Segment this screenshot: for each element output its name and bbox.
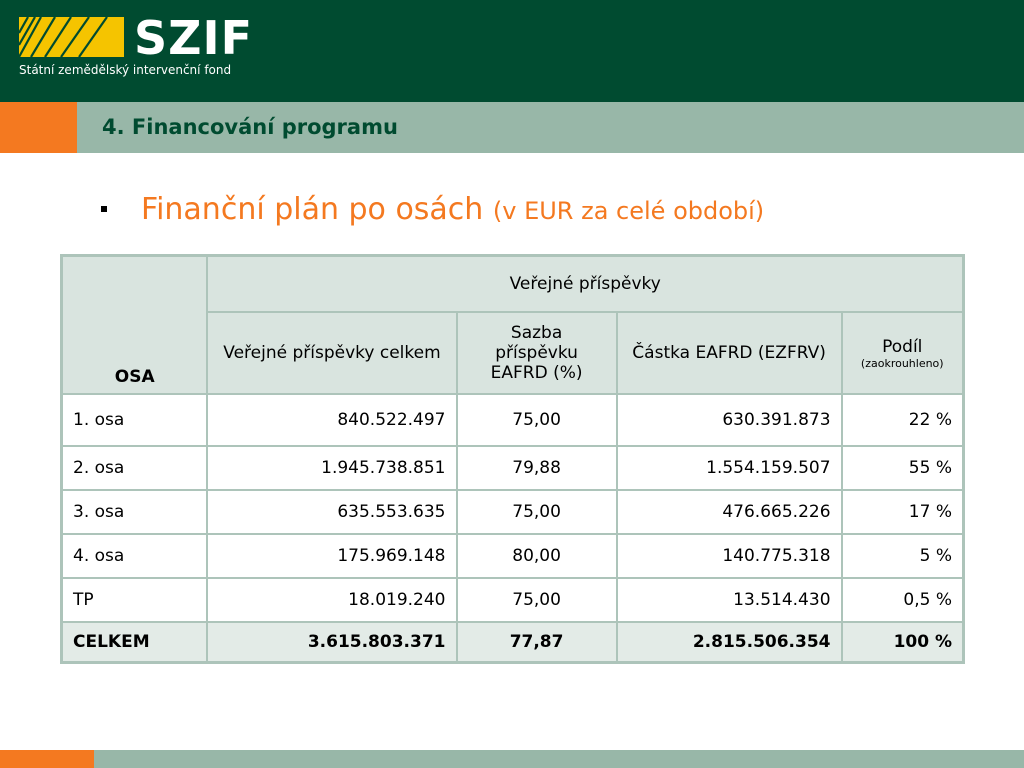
financial-plan-table xyxy=(60,254,965,664)
total-cell: 635.553.635 xyxy=(207,490,456,534)
osa-header: OSA xyxy=(114,367,155,387)
table-row xyxy=(62,394,964,446)
osa-cell: 3. osa xyxy=(62,490,208,534)
total-sum-cell: 3.615.803.371 xyxy=(207,622,456,663)
col-header-total: Veřejné příspěvky celkem xyxy=(207,312,456,394)
osa-header-cell xyxy=(62,256,208,395)
share-cell: 0,5 % xyxy=(842,578,964,622)
rate-cell: 79,88 xyxy=(457,446,617,490)
total-rate-cell: 77,87 xyxy=(457,622,617,663)
group-header: Veřejné příspěvky xyxy=(207,256,963,313)
title-accent xyxy=(0,102,77,153)
rate-cell: 75,00 xyxy=(457,490,617,534)
total-eafrd-cell: 2.815.506.354 xyxy=(617,622,842,663)
eafrd-cell: 140.775.318 xyxy=(617,534,842,578)
col-header-rate: Sazba příspěvku EAFRD (%) xyxy=(457,312,617,394)
osa-cell: TP xyxy=(62,578,208,622)
table-row xyxy=(62,534,964,578)
total-cell: 840.522.497 xyxy=(207,394,456,446)
total-share-cell: 100 % xyxy=(842,622,964,663)
eafrd-cell: 1.554.159.507 xyxy=(617,446,842,490)
rate-cell: 75,00 xyxy=(457,578,617,622)
col-header-eafrd: Částka EAFRD (EZFRV) xyxy=(617,312,842,394)
share-cell: 5 % xyxy=(842,534,964,578)
szif-field-logo-icon xyxy=(19,17,124,57)
total-row xyxy=(62,622,964,663)
share-cell: 17 % xyxy=(842,490,964,534)
bullet-heading xyxy=(141,188,764,233)
share-cell: 55 % xyxy=(842,446,964,490)
share-label: Podíl xyxy=(882,336,923,357)
rate-cell: 75,00 xyxy=(457,394,617,446)
rate-cell: 80,00 xyxy=(457,534,617,578)
total-cell: 18.019.240 xyxy=(207,578,456,622)
total-cell: 175.969.148 xyxy=(207,534,456,578)
total-cell: 1.945.738.851 xyxy=(207,446,456,490)
slide-title: 4. Financování programu xyxy=(102,115,398,139)
header-bar xyxy=(0,0,1024,102)
brand-subtitle: Státní zemědělský intervenční fond xyxy=(19,63,232,77)
footer-bar xyxy=(0,750,1024,768)
table-row xyxy=(62,446,964,490)
osa-cell: 2. osa xyxy=(62,446,208,490)
share-cell: 22 % xyxy=(842,394,964,446)
bullet-main-text: Finanční plán po osách xyxy=(141,192,484,227)
share-note: (zaokrouhleno) xyxy=(860,356,944,370)
table-row xyxy=(62,490,964,534)
footer-accent xyxy=(0,750,94,768)
eafrd-cell: 476.665.226 xyxy=(617,490,842,534)
eafrd-cell: 630.391.873 xyxy=(617,394,842,446)
square-bullet-icon xyxy=(101,206,107,212)
osa-cell: 4. osa xyxy=(62,534,208,578)
eafrd-cell: 13.514.430 xyxy=(617,578,842,622)
osa-cell: 1. osa xyxy=(62,394,208,446)
total-label-cell: CELKEM xyxy=(62,622,208,663)
brand-name: SZIF xyxy=(134,11,254,65)
table-row xyxy=(62,578,964,622)
col-header-share xyxy=(842,312,964,394)
bullet-note: (v EUR za celé období) xyxy=(492,197,765,225)
